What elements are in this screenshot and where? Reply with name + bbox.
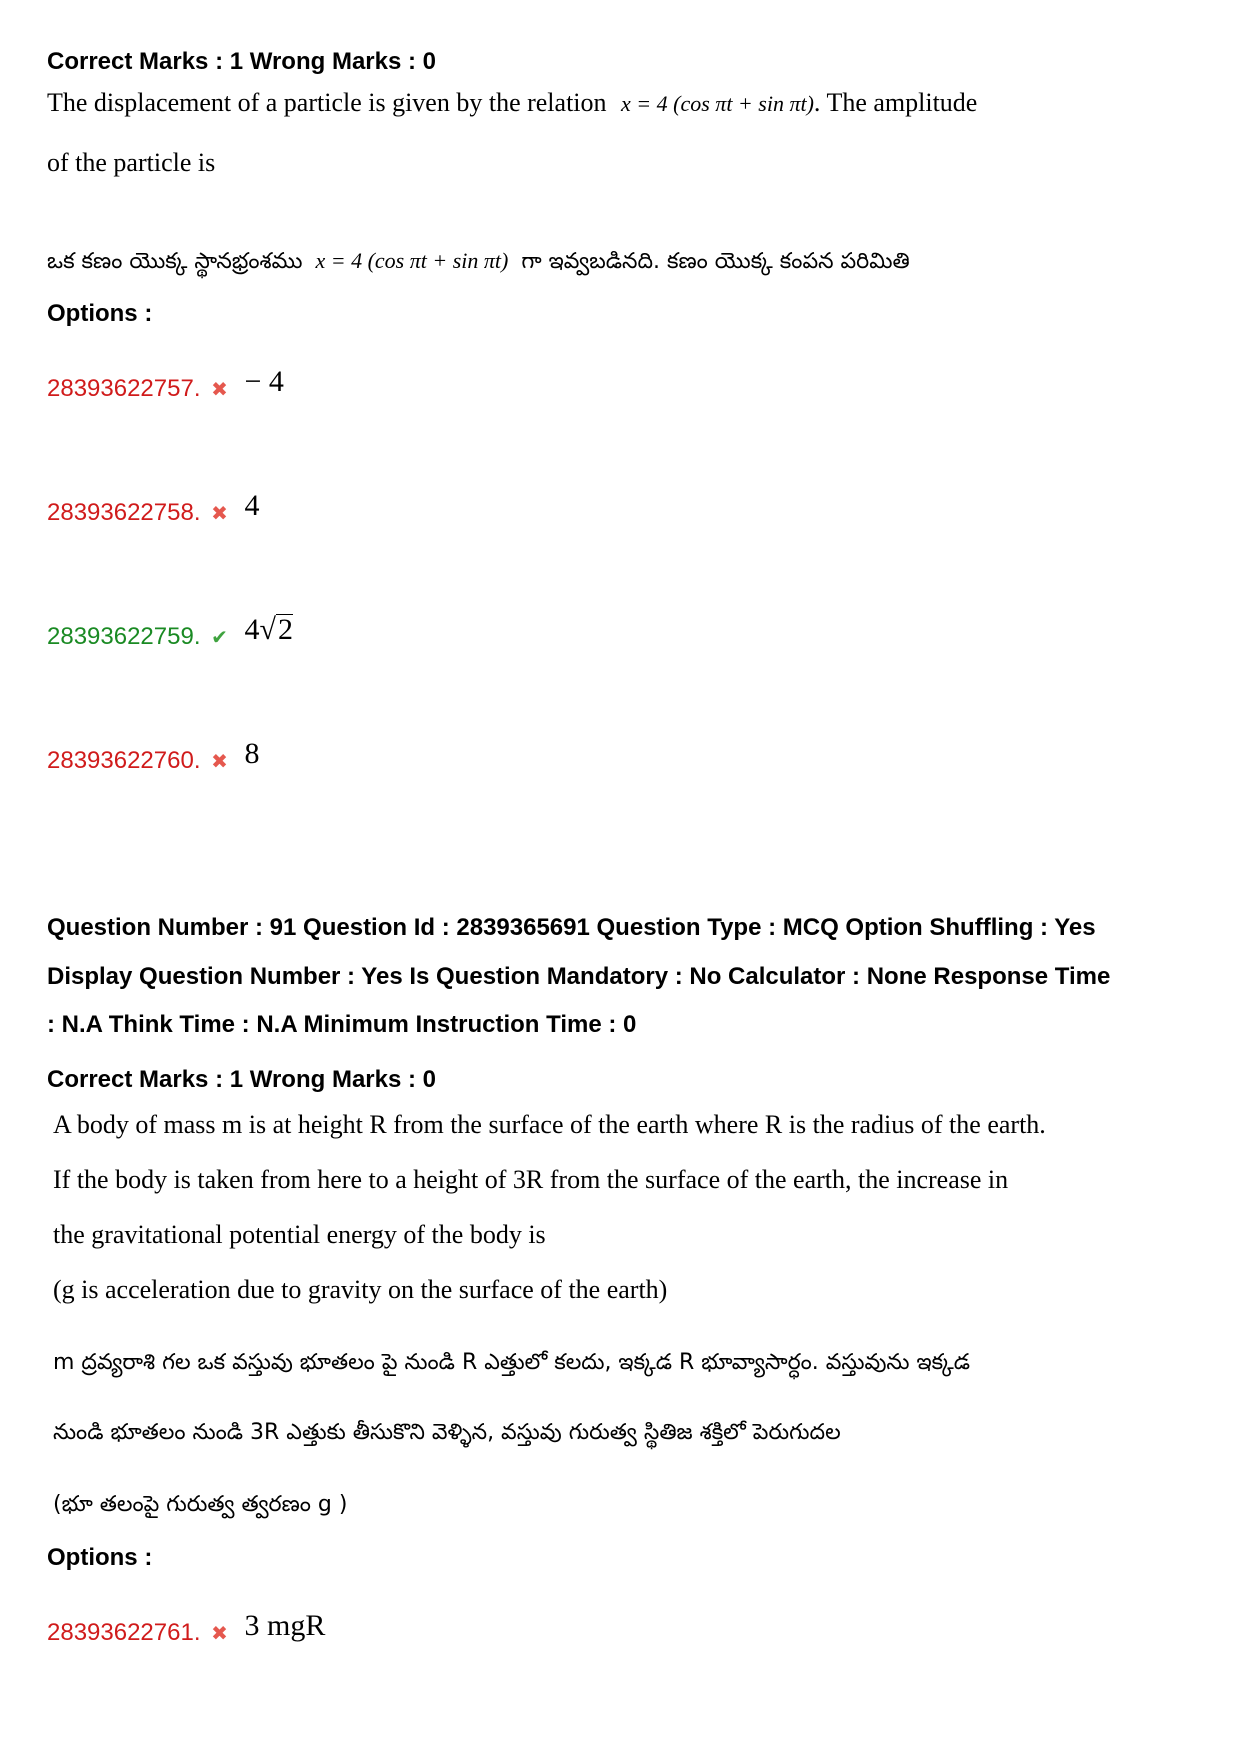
option-row-correct	[47, 613, 293, 654]
q91-meta-line3: : N.A Think Time : N.A Minimum Instruction Time : 0	[47, 1011, 637, 1038]
option-id: 28393622760.	[47, 747, 201, 774]
option-id: 28393622761.	[47, 1619, 201, 1646]
cross-icon: ✖	[211, 378, 228, 401]
q90-question-text: The displacement of a particle is given by the relation	[47, 88, 607, 117]
q91-telugu-line3: (భూ తలంపై గురుత్వ త్వరణం g )	[53, 1492, 348, 1517]
q91-telugu-line2: నుండి భూతలం నుండి 3R ఎత్తుకు తీసుకొని వెళ్ళిన, వస్తువు గురుత్వ స్థితిజ శక్తిలో పెరుగుదల	[53, 1420, 841, 1445]
q90-question-telugu	[47, 248, 910, 279]
q91-meta-line2: Display Question Number : Yes Is Question Mandatory : No Calculator : None Response Time	[47, 963, 1111, 990]
q90-question-text-tail: . The amplitude	[813, 88, 978, 117]
check-icon: ✔	[211, 626, 228, 649]
q91-question-line2: If the body is taken from here to a height of 3R from the surface of the earth, the increase in	[53, 1165, 1009, 1194]
option-value: 8	[244, 737, 260, 770]
q91-marks: Correct Marks : 1 Wrong Marks : 0	[47, 1066, 437, 1093]
q91-options-label: Options :	[47, 1544, 153, 1571]
q90-options-label: Options :	[47, 300, 153, 327]
cross-icon: ✖	[211, 1622, 228, 1645]
option-id: 28393622758.	[47, 499, 201, 526]
q90-formula: x = 4 (cos πt + sin πt)	[621, 91, 814, 116]
option-value-radicand: 2	[277, 613, 293, 646]
q90-marks: Correct Marks : 1 Wrong Marks : 0	[47, 48, 437, 75]
option-value: 4√2	[244, 613, 293, 646]
q91-question-line4: (g is acceleration due to gravity on the surface of the earth)	[53, 1275, 668, 1304]
cross-icon: ✖	[211, 502, 228, 525]
option-value-coef: 4	[244, 613, 260, 646]
q90-question-line1	[47, 88, 977, 118]
option-row	[47, 1609, 326, 1650]
q90-telugu-formula: x = 4 (cos πt + sin πt)	[315, 248, 509, 273]
option-row	[47, 489, 260, 530]
q90-telugu-text: ఒక కణం యొక్క స్థానభ్రంశము	[47, 249, 303, 274]
q91-question-line3: the gravitational potential energy of the body is	[53, 1220, 546, 1249]
option-value: 3 mgR	[244, 1609, 326, 1642]
option-id: 28393622759.	[47, 623, 201, 650]
cross-icon: ✖	[211, 750, 228, 773]
option-row	[47, 365, 284, 406]
q91-telugu-line1: m ద్రవ్యరాశి గల ఒక వస్తువు భూతలం పై నుండి R ఎత్తులో కలదు, ఇక్కడ R భూవ్యాసార్ధం. వస్తువును ఇక్కడ	[53, 1350, 971, 1375]
option-value: − 4	[244, 365, 284, 398]
q90-telugu-text-tail: గా ఇవ్వబడినది. కణం యొక్క కంపన పరిమితి	[521, 249, 910, 274]
q90-question-line2: of the particle is	[47, 148, 216, 177]
option-row	[47, 737, 260, 778]
option-value: 4	[244, 489, 260, 522]
option-id: 28393622757.	[47, 375, 201, 402]
q91-question-line1: A body of mass m is at height R from the surface of the earth where R is the radius of the earth.	[53, 1110, 1046, 1139]
q91-meta-line1: Question Number : 91 Question Id : 2839365691 Question Type : MCQ Option Shuffling : Yes	[47, 914, 1096, 941]
